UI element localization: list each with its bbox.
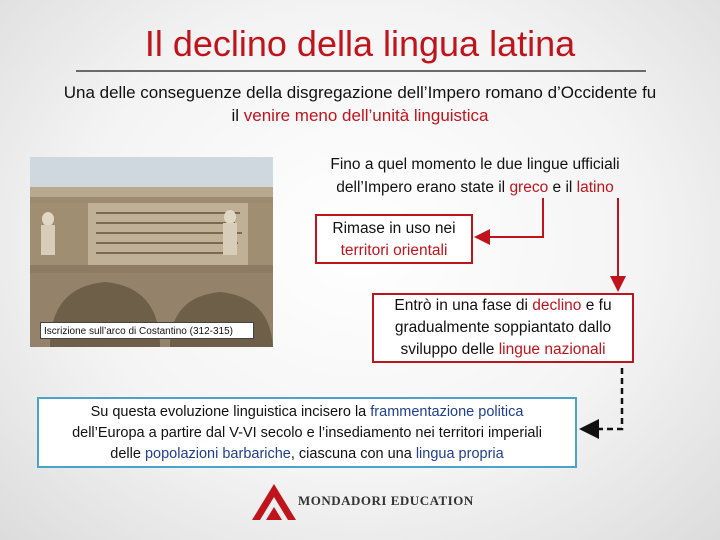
evolution-line-3-pre: delle — [110, 446, 145, 462]
latino-box-line-1-pre: Entrò in una fase di — [394, 297, 533, 314]
frammentazione-term: frammentazione politica — [370, 404, 524, 420]
intro-line-2-pre: il — [231, 106, 244, 125]
slide-title: Il declino della lingua latina — [144, 23, 576, 64]
declino-term: declino — [532, 297, 582, 314]
lingue-nazionali-term: lingue nazionali — [498, 341, 606, 358]
latino-box-line-2: gradualmente soppiantato dallo — [394, 319, 612, 336]
statement-mid: e il — [548, 179, 577, 196]
evolution-line-3-mid: , ciascuna con una — [290, 446, 416, 462]
intro-line-1: Una delle conseguenze della disgregazione dell’Impero romano d’Occidente fu — [63, 83, 657, 102]
greco-arrow — [478, 198, 543, 237]
photo-caption: Iscrizione sull’arco di Costantino (312-315) — [40, 322, 254, 339]
greco-term: greco — [509, 179, 549, 196]
latino-box-line-3-pre: sviluppo delle — [400, 341, 499, 358]
statement-line-2-pre: dell’Impero erano state il — [336, 179, 510, 196]
evolution-arrow — [584, 368, 622, 429]
greco-box-line-2: territori orientali — [340, 242, 448, 259]
publisher-name: MONDADORI EDUCATION — [298, 493, 474, 508]
latino-box-line-1-post: e fu — [581, 297, 612, 314]
evolution-line-1-pre: Su questa evoluzione linguistica incisero la — [90, 404, 371, 420]
statement-line-1: Fino a quel momento le due lingue ufficiali — [330, 156, 620, 173]
lingua-propria-term: lingua propria — [415, 446, 504, 462]
latino-term: latino — [576, 179, 614, 196]
evolution-line-2: dell’Europa a partire dal V-VI secolo e l’insediamento nei territori imperiali — [72, 425, 542, 441]
popolazioni-term: popolazioni barbariche — [144, 446, 291, 462]
intro-highlight: venire meno dell’unità linguistica — [243, 106, 489, 125]
greco-box-line-1: Rimase in uso nei — [332, 220, 456, 237]
